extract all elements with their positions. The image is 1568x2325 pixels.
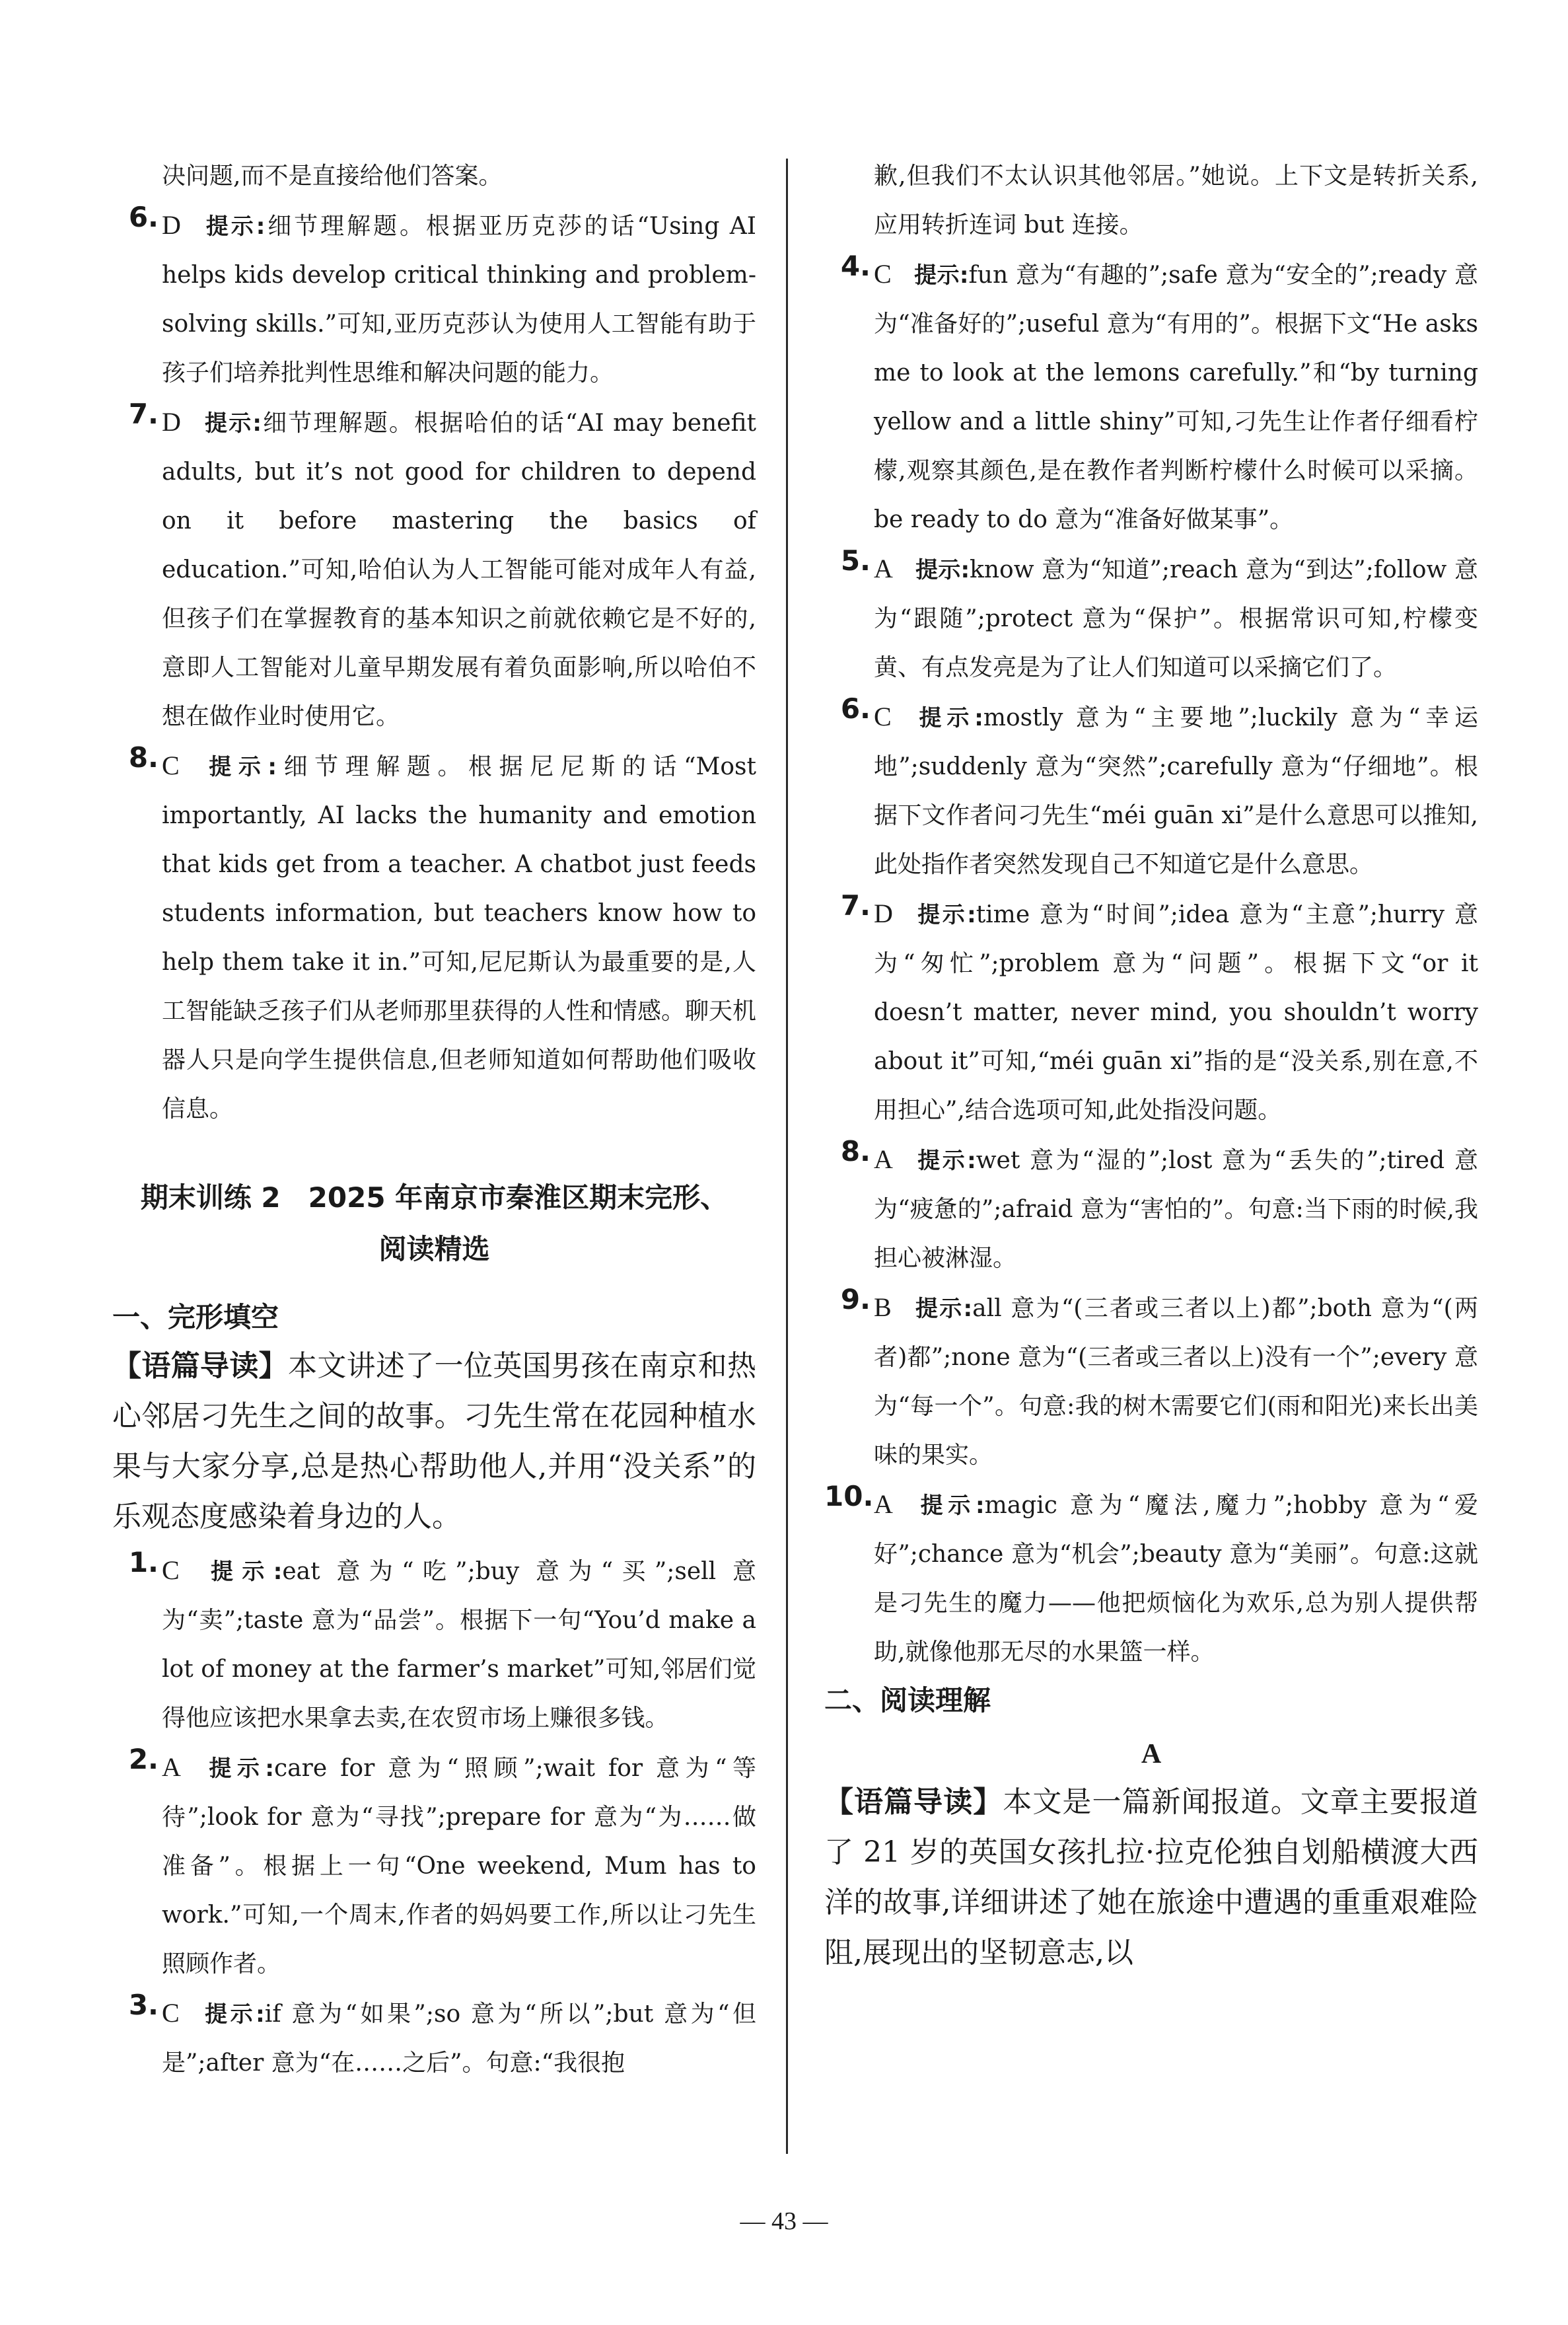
- continuation-text: 决问题,而不是直接给他们答案。: [162, 163, 503, 190]
- question-number: 6.: [840, 692, 871, 725]
- cloze-intro: [112, 1341, 756, 1542]
- answer-letter: C: [162, 751, 180, 780]
- intro-label: 【语篇导读】: [824, 1785, 1003, 1819]
- explanation-text: mostly 意为“主要地”;luckily 意为“幸运地”;suddenly 意为“突然”;carefully 意为“仔细地”。根据下文作者问刁先生“méi guān xi”是什么意思可以推知,此处指作者突然发现自己不知道它是什么意思。: [874, 704, 1478, 878]
- answer-item: [824, 1135, 1478, 1283]
- hint-label: 提示:: [913, 262, 969, 289]
- question-number: 10.: [824, 1480, 874, 1512]
- question-number: 2.: [128, 1743, 159, 1775]
- hint-label: 提示:: [915, 1493, 985, 1519]
- answer-item: [112, 398, 756, 741]
- hint-label: 提示:: [915, 902, 976, 928]
- question-number: 8.: [840, 1135, 871, 1167]
- question-number: 3.: [128, 1989, 159, 2021]
- answer-item: [824, 1480, 1478, 1677]
- question-number: 7.: [840, 889, 871, 922]
- hint-label: 提示:: [201, 1559, 283, 1585]
- question-number: 9.: [840, 1283, 871, 1315]
- passage-letter: A: [1141, 1739, 1162, 1769]
- hint-label: 提示:: [913, 1296, 973, 1322]
- explanation-text: fun 意为“有趣的”;safe 意为“安全的”;ready 意为“准备好的”;useful 意为“有用的”。根据下文“He asks me to look at the lemons carefully.”和“by turning yellow and a little shiny”可知,刁先生让作者仔细看柠檬,观察其颜色,是在教作者判断柠檬什么时候可以采摘。be ready to do 意为“准备好做某事”。: [874, 262, 1478, 533]
- answer-item: [824, 544, 1478, 692]
- answer-item: [824, 889, 1478, 1135]
- explanation-text: magic 意为“魔法,魔力”;hobby 意为“爱好”;chance 意为“机会”;beauty 意为“美丽”。句意:这就是刁先生的魔力——他把烦恼化为欢乐,总为别人提供帮助,就像他那无尽的水果篮一样。: [874, 1492, 1478, 1666]
- explanation-text: 细节理解题。根据哈伯的话“AI may benefit adults, but it’s not good for children to depend on it before mastering the basics of education.”可知,哈伯认为人工智能可能对成年人有益,但孩子们在掌握教育的基本知识之前就依赖它是不好的,意即人工智能对儿童早期发展有着负面影响,所以哈伯不想在做作业时使用它。: [162, 410, 756, 730]
- answer-letter: C: [874, 702, 892, 731]
- explanation-text: eat 意为“吃”;buy 意为“买”;sell 意为“卖”;taste 意为“品尝”。根据下一句“You’d make a lot of money at the farmer’s market”可知,邻居们觉得他应该把水果拿去卖,在农贸市场上赚很多钱。: [162, 1558, 756, 1732]
- answer-letter: A: [874, 554, 893, 583]
- intro-label: 【语篇导读】: [112, 1349, 288, 1383]
- answer-letter: C: [162, 1555, 180, 1585]
- answer-item: [824, 1283, 1478, 1480]
- explanation-text: 细节理解题。根据亚历克莎的话“Using AI helps kids develop critical thinking and problem-solving skills.”可知,亚历克莎认为使用人工智能有助于孩子们培养批判性思维和解决问题的能力。: [162, 213, 756, 387]
- page-number: — 43 —: [740, 2207, 828, 2235]
- answer-item: [824, 692, 1478, 889]
- answer-item: [824, 250, 1478, 544]
- section-title-line-1: 期末训练 2 2025 年南京市秦淮区期末完形、: [140, 1181, 729, 1214]
- hint-label: 提示:: [203, 213, 266, 240]
- question-number: 7.: [128, 398, 159, 430]
- hint-label: 提示:: [203, 1755, 274, 1782]
- hint-label: 提示:: [913, 705, 983, 731]
- answer-letter: D: [874, 899, 893, 928]
- explanation-text: time 意为“时间”;idea 意为“主意”;hurry 意为“匆忙”;problem 意为“问题”。根据下文“or it doesn’t matter, never mind, you shouldn’t worry about it”可知,“méi guān xi”指的是“没关系,别在意,不用担心”,结合选项可知,此处指没问题。: [874, 901, 1478, 1124]
- reading-intro: [824, 1777, 1478, 1978]
- question-number: 4.: [840, 250, 871, 282]
- continuation-text: 歉,但我们不太认识其他邻居。”她说。上下文是转折关系,应用转折连词 but 连接。: [874, 163, 1478, 239]
- hint-label: 提示:: [915, 557, 970, 583]
- right-column: [824, 152, 1478, 1982]
- hint-label: 提示:: [201, 754, 277, 780]
- section-title-line-2: 阅读精选: [378, 1233, 490, 1265]
- answer-letter: B: [874, 1292, 892, 1322]
- intro-text: 本文讲述了一位英国男孩在南京和热心邻居刁先生之间的故事。刁先生常在花园种植水果与大家分享,总是热心帮助他人,并用“没关系”的乐观态度感染着身边的人。: [112, 1349, 756, 1533]
- answer-item: [112, 741, 756, 1134]
- answer-letter: C: [874, 259, 892, 289]
- hint-label: 提示:: [915, 1148, 976, 1174]
- question-number: 1.: [128, 1546, 159, 1578]
- intro-text: 本文是一篇新闻报道。文章主要报道了 21 岁的英国女孩扎拉·拉克伦独自划船横渡大西洋的故事,详细讲述了她在旅途中遭遇的重重艰难险阻,展现出的坚韧意志,以: [824, 1785, 1479, 1970]
- cloze-heading: 一、完形填空: [112, 1301, 279, 1333]
- answer-item: [112, 1743, 756, 1989]
- answer-letter: A: [162, 1752, 181, 1782]
- answer-letter: D: [162, 407, 181, 437]
- question-number: 6.: [128, 201, 159, 233]
- question-number: 8.: [128, 741, 159, 774]
- hint-label: 提示:: [203, 410, 262, 437]
- answer-letter: C: [162, 1998, 180, 2028]
- answer-letter: D: [162, 210, 181, 240]
- answer-item: [112, 201, 756, 398]
- left-column: [112, 152, 756, 2088]
- explanation-text: 细节理解题。根据尼尼斯的话“Most importantly, AI lacks the humanity and emotion that kids get from a teacher. A chatbot just feeds students information, but teachers know how to help them take it in.”可知,尼尼斯认为最重要的是,人工智能缺乏孩子们从老师那里获得的人性和情感。聊天机器人只是向学生提供信息,但老师知道如何帮助他们吸收信息。: [162, 753, 757, 1123]
- question-number: 5.: [840, 544, 871, 577]
- explanation-text: care for 意为“照顾”;wait for 意为“等待”;look for 意为“寻找”;prepare for 意为“为……做准备”。根据上一句“One weekend, Mum has to work.”可知,一个周末,作者的妈妈要工作,所以让刁先生照顾作者。: [162, 1755, 756, 1977]
- answer-item: [112, 1989, 756, 2088]
- explanation-text: if 意为“如果”;so 意为“所以”;but 意为“但是”;after 意为“在……之后”。句意:“我很抱: [162, 2001, 756, 2077]
- section-title: [112, 1172, 756, 1275]
- answer-item: [112, 1546, 756, 1743]
- explanation-text: know 意为“知道”;reach 意为“到达”;follow 意为“跟随”;protect 意为“保护”。根据常识可知,柠檬变黄、有点发亮是为了让人们知道可以采摘它们了。: [874, 556, 1478, 681]
- answer-letter: A: [874, 1489, 893, 1519]
- explanation-text: all 意为“(三者或三者以上)都”;both 意为“(两者)都”;none 意为“(三者或三者以上)没有一个”;every 意为“每一个”。句意:我的树木需要它们(雨和阳光)来长出美味的果实。: [874, 1295, 1478, 1469]
- column-divider: [786, 159, 788, 2154]
- reading-heading: 二、阅读理解: [824, 1684, 991, 1716]
- answer-letter: A: [874, 1144, 893, 1174]
- hint-label: 提示:: [201, 2001, 265, 2028]
- explanation-text: wet 意为“湿的”;lost 意为“丢失的”;tired 意为“疲惫的”;afraid 意为“害怕的”。句意:当下雨的时候,我担心被淋湿。: [874, 1147, 1478, 1272]
